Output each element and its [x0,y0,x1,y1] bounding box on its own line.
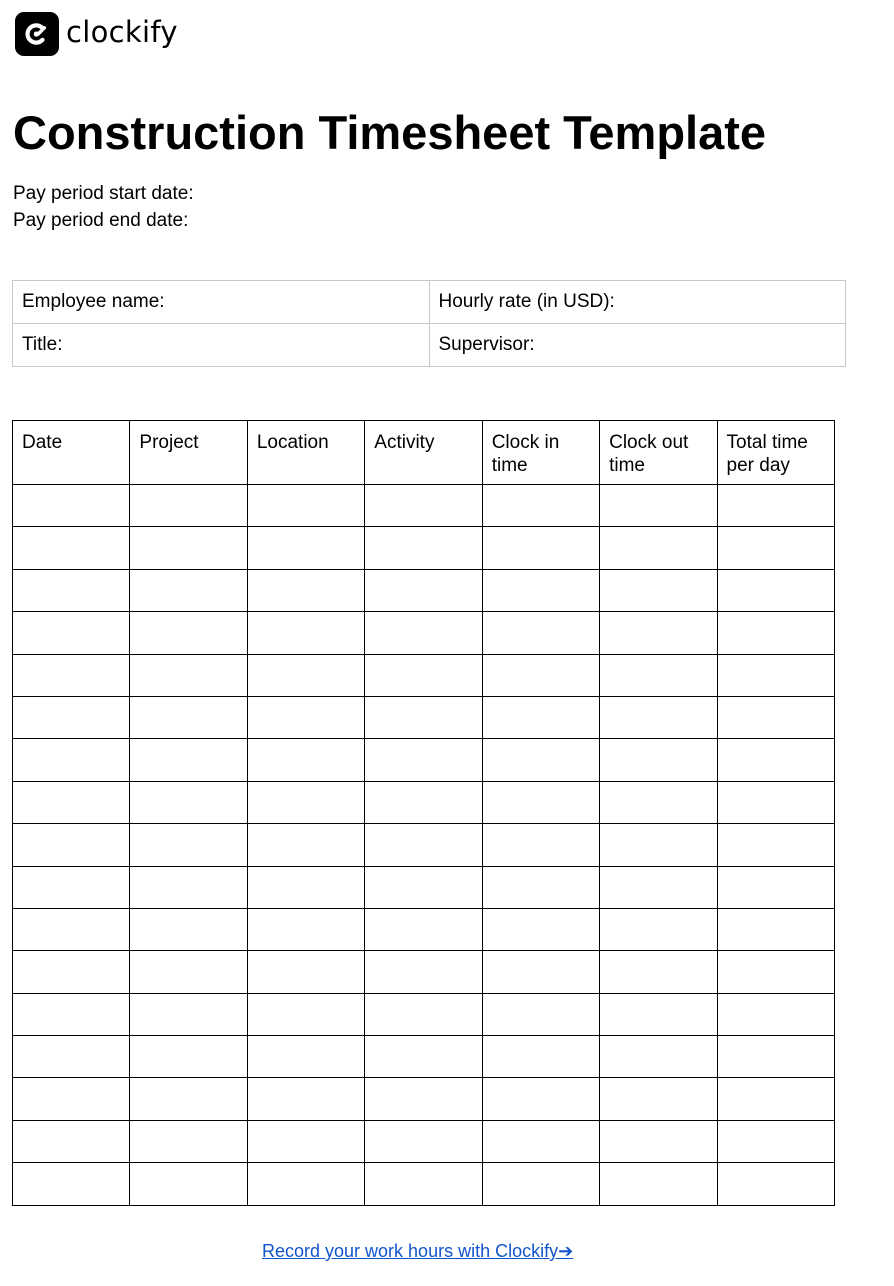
column-header-location: Location [247,421,364,485]
timesheet-header-row [13,421,835,485]
timesheet-body [13,485,835,1206]
timesheet-cell[interactable] [13,1120,130,1162]
timesheet-cell[interactable] [13,739,130,781]
timesheet-cell[interactable] [130,866,247,908]
timesheet-cell[interactable] [482,696,599,738]
timesheet-cell[interactable] [130,1120,247,1162]
timesheet-cell[interactable] [365,1078,482,1120]
clockify-c-icon [15,12,59,56]
timesheet-cell[interactable] [717,824,834,866]
timesheet-cell[interactable] [600,993,717,1035]
column-header-project: Project [130,421,247,485]
info-row [13,281,846,324]
timesheet-cell[interactable] [365,993,482,1035]
timesheet-cell[interactable] [365,654,482,696]
timesheet-table [12,420,835,1206]
timesheet-cell[interactable] [717,569,834,611]
table-row [13,993,835,1035]
column-header-clock-out: Clock out time [600,421,717,485]
timesheet-cell[interactable] [130,739,247,781]
timesheet-cell[interactable] [13,824,130,866]
timesheet-cell[interactable] [482,739,599,781]
table-row [13,824,835,866]
timesheet-cell[interactable] [130,696,247,738]
table-row [13,866,835,908]
table-row [13,1078,835,1120]
employee-name-cell[interactable]: Employee name: [13,281,430,324]
timesheet-cell[interactable] [247,696,364,738]
table-row [13,527,835,569]
timesheet-cell[interactable] [600,908,717,950]
timesheet-cell[interactable] [13,612,130,654]
timesheet-cell[interactable] [247,781,364,823]
timesheet-cell[interactable] [130,569,247,611]
timesheet-cell[interactable] [365,1036,482,1078]
timesheet-cell[interactable] [717,612,834,654]
timesheet-cell[interactable] [365,527,482,569]
timesheet-cell[interactable] [247,824,364,866]
timesheet-cell[interactable] [130,485,247,527]
timesheet-cell[interactable] [717,696,834,738]
timesheet-cell[interactable] [717,993,834,1035]
timesheet-cell[interactable] [482,1163,599,1205]
timesheet-cell[interactable] [247,951,364,993]
table-row [13,612,835,654]
timesheet-cell[interactable] [600,485,717,527]
pay-period-block [13,180,194,234]
timesheet-cell[interactable] [600,739,717,781]
timesheet-cell[interactable] [130,612,247,654]
table-row [13,654,835,696]
timesheet-cell[interactable] [365,866,482,908]
timesheet-cell[interactable] [13,485,130,527]
table-row [13,485,835,527]
timesheet-cell[interactable] [600,1163,717,1205]
timesheet-cell[interactable] [482,1036,599,1078]
table-row [13,1120,835,1162]
timesheet-cell[interactable] [482,654,599,696]
table-row [13,696,835,738]
table-row [13,908,835,950]
table-row [13,951,835,993]
pay-period-start-label: Pay period start date: [13,183,194,204]
timesheet-cell[interactable] [13,1036,130,1078]
timesheet-cell[interactable] [247,1120,364,1162]
timesheet-cell[interactable] [600,951,717,993]
timesheet-cell[interactable] [717,739,834,781]
timesheet-cell[interactable] [600,1036,717,1078]
timesheet-cell[interactable] [13,654,130,696]
timesheet-cell[interactable] [600,781,717,823]
timesheet-cell[interactable] [365,824,482,866]
timesheet-cell[interactable] [717,1163,834,1205]
timesheet-cell[interactable] [365,908,482,950]
timesheet-cell[interactable] [130,527,247,569]
timesheet-cell[interactable] [130,1078,247,1120]
timesheet-cell[interactable] [717,654,834,696]
timesheet-cell[interactable] [247,612,364,654]
table-row [13,1036,835,1078]
timesheet-cell[interactable] [717,1078,834,1120]
timesheet-cell[interactable] [247,908,364,950]
timesheet-cell[interactable] [13,1163,130,1205]
timesheet-cell[interactable] [130,781,247,823]
timesheet-cell[interactable] [717,866,834,908]
timesheet-cell[interactable] [365,696,482,738]
timesheet-cell[interactable] [130,908,247,950]
timesheet-cell[interactable] [130,824,247,866]
timesheet-cell[interactable] [600,569,717,611]
timesheet-cell[interactable] [365,781,482,823]
timesheet-cell[interactable] [600,824,717,866]
info-row [13,324,846,367]
title-cell[interactable]: Title: [13,324,430,367]
hourly-rate-cell[interactable]: Hourly rate (in USD): [429,281,846,324]
timesheet-cell[interactable] [247,654,364,696]
timesheet-cell[interactable] [717,908,834,950]
timesheet-cell[interactable] [247,1078,364,1120]
timesheet-cell[interactable] [247,485,364,527]
timesheet-cell[interactable] [13,569,130,611]
timesheet-cell[interactable] [600,654,717,696]
timesheet-cell[interactable] [365,951,482,993]
timesheet-cell[interactable] [482,824,599,866]
timesheet-cell[interactable] [130,993,247,1035]
supervisor-cell[interactable]: Supervisor: [429,324,846,367]
timesheet-cell[interactable] [717,1120,834,1162]
table-row [13,569,835,611]
timesheet-cell[interactable] [365,1120,482,1162]
timesheet-cell[interactable] [482,866,599,908]
timesheet-cell[interactable] [717,951,834,993]
column-header-activity: Activity [365,421,482,485]
timesheet-cell[interactable] [717,485,834,527]
timesheet-cell[interactable] [600,527,717,569]
brand-name: clockify [66,15,178,49]
timesheet-cell[interactable] [130,1036,247,1078]
timesheet-cell[interactable] [365,739,482,781]
timesheet-cell[interactable] [482,485,599,527]
timesheet-cell[interactable] [247,1163,364,1205]
timesheet-cell[interactable] [13,993,130,1035]
table-row [13,1163,835,1205]
timesheet-cell[interactable] [600,866,717,908]
timesheet-cell[interactable] [482,569,599,611]
timesheet-cell[interactable] [482,781,599,823]
timesheet-cell[interactable] [482,993,599,1035]
timesheet-cell[interactable] [247,527,364,569]
timesheet-cell[interactable] [600,612,717,654]
timesheet-cell[interactable] [247,739,364,781]
timesheet-cell[interactable] [482,951,599,993]
timesheet-cell[interactable] [130,654,247,696]
timesheet-cell[interactable] [13,1078,130,1120]
column-header-total-time: Total time per day [717,421,834,485]
timesheet-cell[interactable] [600,1120,717,1162]
timesheet-cell[interactable] [482,612,599,654]
timesheet-cell[interactable] [13,527,130,569]
timesheet-cell[interactable] [13,781,130,823]
column-header-date: Date [13,421,130,485]
timesheet-cell[interactable] [247,1036,364,1078]
timesheet-cell[interactable] [717,781,834,823]
timesheet-cell[interactable] [365,612,482,654]
timesheet-cell[interactable] [482,908,599,950]
timesheet-cell[interactable] [365,569,482,611]
page-title: Construction Timesheet Template [13,106,767,159]
timesheet-cell[interactable] [130,951,247,993]
timesheet-cell[interactable] [247,993,364,1035]
timesheet-cell[interactable] [13,951,130,993]
timesheet-cell[interactable] [247,866,364,908]
timesheet-cell[interactable] [247,569,364,611]
timesheet-cell[interactable] [13,908,130,950]
clockify-logo [15,11,178,57]
timesheet-cell[interactable] [365,485,482,527]
timesheet-cell[interactable] [600,1078,717,1120]
timesheet-cell[interactable] [717,1036,834,1078]
column-header-clock-in: Clock in time [482,421,599,485]
timesheet-cell[interactable] [13,696,130,738]
table-row [13,739,835,781]
timesheet-cell[interactable] [482,1120,599,1162]
timesheet-cell[interactable] [365,1163,482,1205]
timesheet-cell[interactable] [717,527,834,569]
timesheet-cell[interactable] [482,527,599,569]
pay-period-end-label: Pay period end date: [13,210,189,231]
employee-info-table [12,280,846,367]
timesheet-cell[interactable] [13,866,130,908]
timesheet-cell[interactable] [600,696,717,738]
timesheet-cell[interactable] [130,1163,247,1205]
table-row [13,781,835,823]
record-hours-link[interactable]: Record your work hours with Clockify➔ [262,1241,574,1261]
timesheet-cell[interactable] [482,1078,599,1120]
